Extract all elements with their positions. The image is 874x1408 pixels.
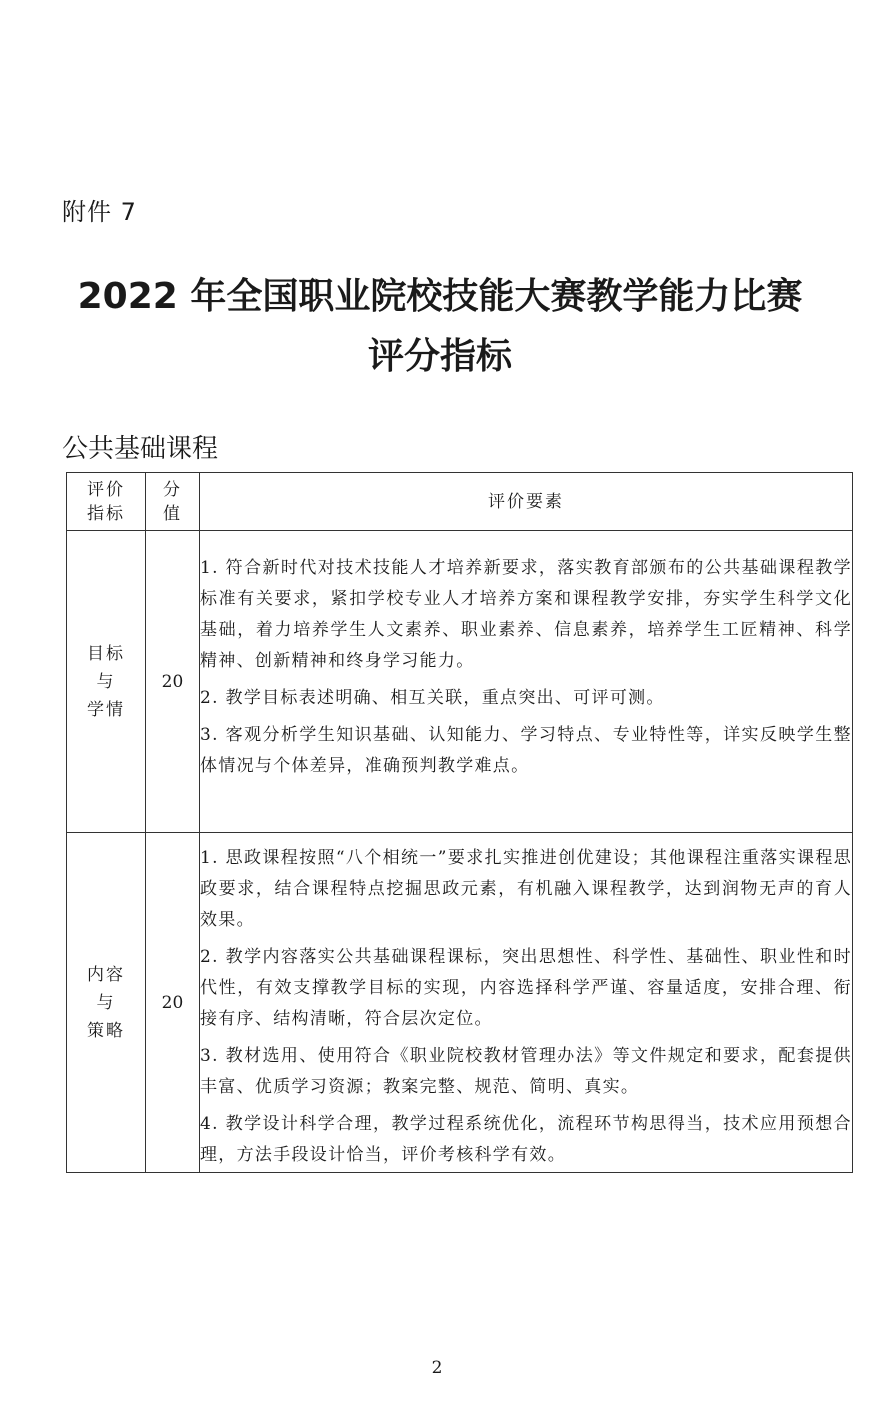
criterion-item: 3. 客观分析学生知识基础、认知能力、学习特点、专业特性等，详实反映学生整体情况与个体差异，准确预判教学难点。 <box>200 725 852 776</box>
indicator-cell <box>67 833 146 1173</box>
header-indicator-line: 指标 <box>87 503 125 524</box>
table-row <box>67 833 853 1173</box>
indicator-line: 策略 <box>87 1020 125 1041</box>
criterion-item: 3. 教材选用、使用符合《职业院校教材管理办法》等文件规定和要求，配套提供丰富、优质学习资源；教案完整、规范、简明、真实。 <box>200 1046 852 1097</box>
indicator-line: 与 <box>96 992 116 1013</box>
header-score-line: 分 <box>163 479 182 500</box>
table-header-row <box>67 473 853 531</box>
document-title-line-2: 评分指标 <box>367 336 512 377</box>
indicator-line: 目标 <box>87 643 125 664</box>
scoring-table <box>66 472 853 1173</box>
criterion-item: 4. 教学设计科学合理，教学过程系统优化，流程环节构思得当，技术应用预想合理，方法手段设计恰当，评价考核科学有效。 <box>200 1114 852 1165</box>
criterion-item: 1. 思政课程按照“八个相统一”要求扎实推进创优建设；其他课程注重落实课程思政要求，结合课程特点挖掘思政元素，有机融入课程教学，达到润物无声的育人效果。 <box>200 848 852 930</box>
attachment-label: 附件 7 <box>62 198 137 226</box>
document-title-line-1: 2022 年全国职业院校技能大赛教学能力比赛 <box>77 276 803 317</box>
header-elements: 评价要素 <box>200 473 853 531</box>
section-heading: 公共基础课程 <box>62 434 219 464</box>
header-indicator <box>67 473 146 531</box>
indicator-line: 内容 <box>87 964 125 985</box>
criterion-item: 2. 教学内容落实公共基础课程课标，突出思想性、科学性、基础性、职业性和时代性，有效支撑教学目标的实现，内容选择科学严谨、容量适度，安排合理、衔接有序、结构清晰，符合层次定位。 <box>200 947 852 1029</box>
indicator-cell <box>67 531 146 833</box>
criterion-item: 1. 符合新时代对技术技能人才培养新要求，落实教育部颁布的公共基础课程教学标准有关要求，紧扣学校专业人才培养方案和课程教学安排，夯实学生科学文化基础，着力培养学生人文素养、职业素养、信息素养，培养学生工匠精神、科学精神、创新精神和终身学习能力。 <box>200 558 852 671</box>
header-score-line: 值 <box>163 503 182 524</box>
elements-cell <box>200 833 853 1173</box>
page-number: 2 <box>431 1358 443 1378</box>
score-cell: 20 <box>146 833 200 1173</box>
header-indicator-line: 评价 <box>87 479 125 500</box>
header-score <box>146 473 200 531</box>
indicator-line: 与 <box>96 671 116 692</box>
indicator-line: 学情 <box>87 699 125 720</box>
elements-cell <box>200 531 853 833</box>
score-cell: 20 <box>146 531 200 833</box>
criterion-item: 2. 教学目标表述明确、相互关联，重点突出、可评可测。 <box>200 688 665 708</box>
table-row <box>67 531 853 833</box>
